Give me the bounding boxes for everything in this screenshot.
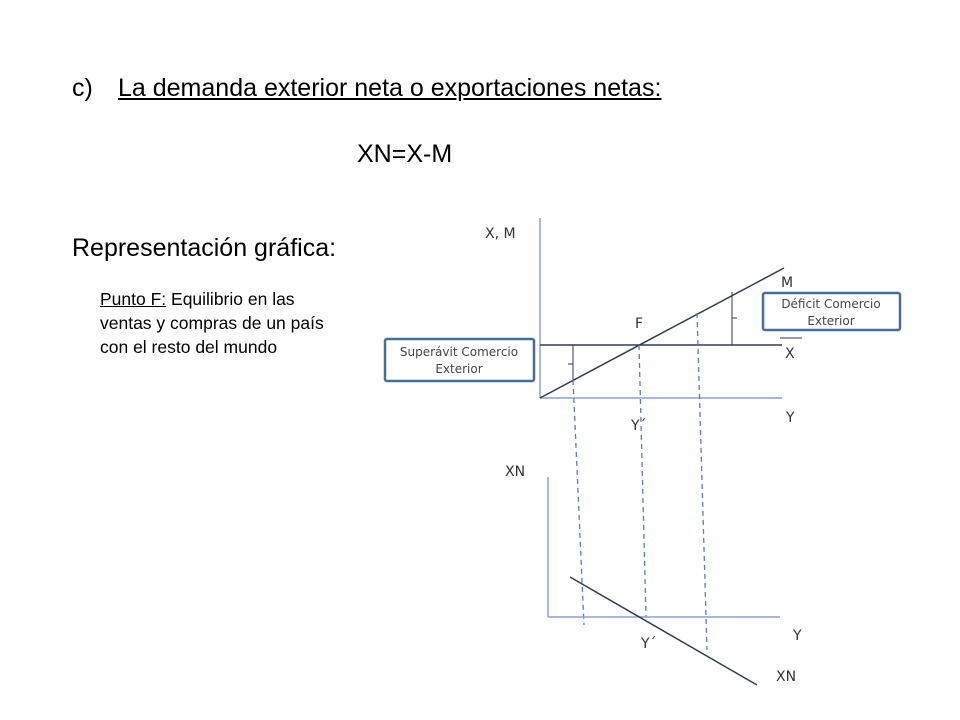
equilibrium-income-bottom-label: Y´ [641,636,657,652]
heading-text: La demanda exterior neta o exportaciones netas: [118,74,662,102]
xn-line-label: XN [776,669,797,685]
subheading: Representación gráfica: [72,234,337,262]
m-line-label: M [781,275,794,291]
x-line-label: X [785,346,795,362]
guide-equilibrium [639,345,646,617]
top-axis-y-label: X, M [485,226,516,242]
point-f-label: F [635,316,644,332]
bottom-axis-y-label: XN [505,464,526,480]
guide-left [573,380,584,625]
top-axis-x-label: Y [786,410,795,426]
surplus-box [385,339,534,381]
m-line [540,268,784,398]
surplus-box-line2: Exterior [435,362,483,376]
surplus-box-line1: Superávit Comercio [399,345,519,359]
bottom-axis-x-label: Y [793,628,802,644]
deficit-box-line1: Déficit Comercio [781,297,881,311]
note-label: Punto F: [100,289,167,309]
formula: XN=X-M [357,140,453,168]
guide-right [697,313,707,650]
equilibrium-income-top-label: Y´ [631,418,647,434]
deficit-box [763,293,900,330]
xn-line [570,577,757,685]
deficit-box-line2: Exterior [807,314,855,328]
heading-marker: c) [72,74,93,102]
note-text: Equilibrio en las ventas y compras de un país con el resto del mundo [100,289,324,357]
